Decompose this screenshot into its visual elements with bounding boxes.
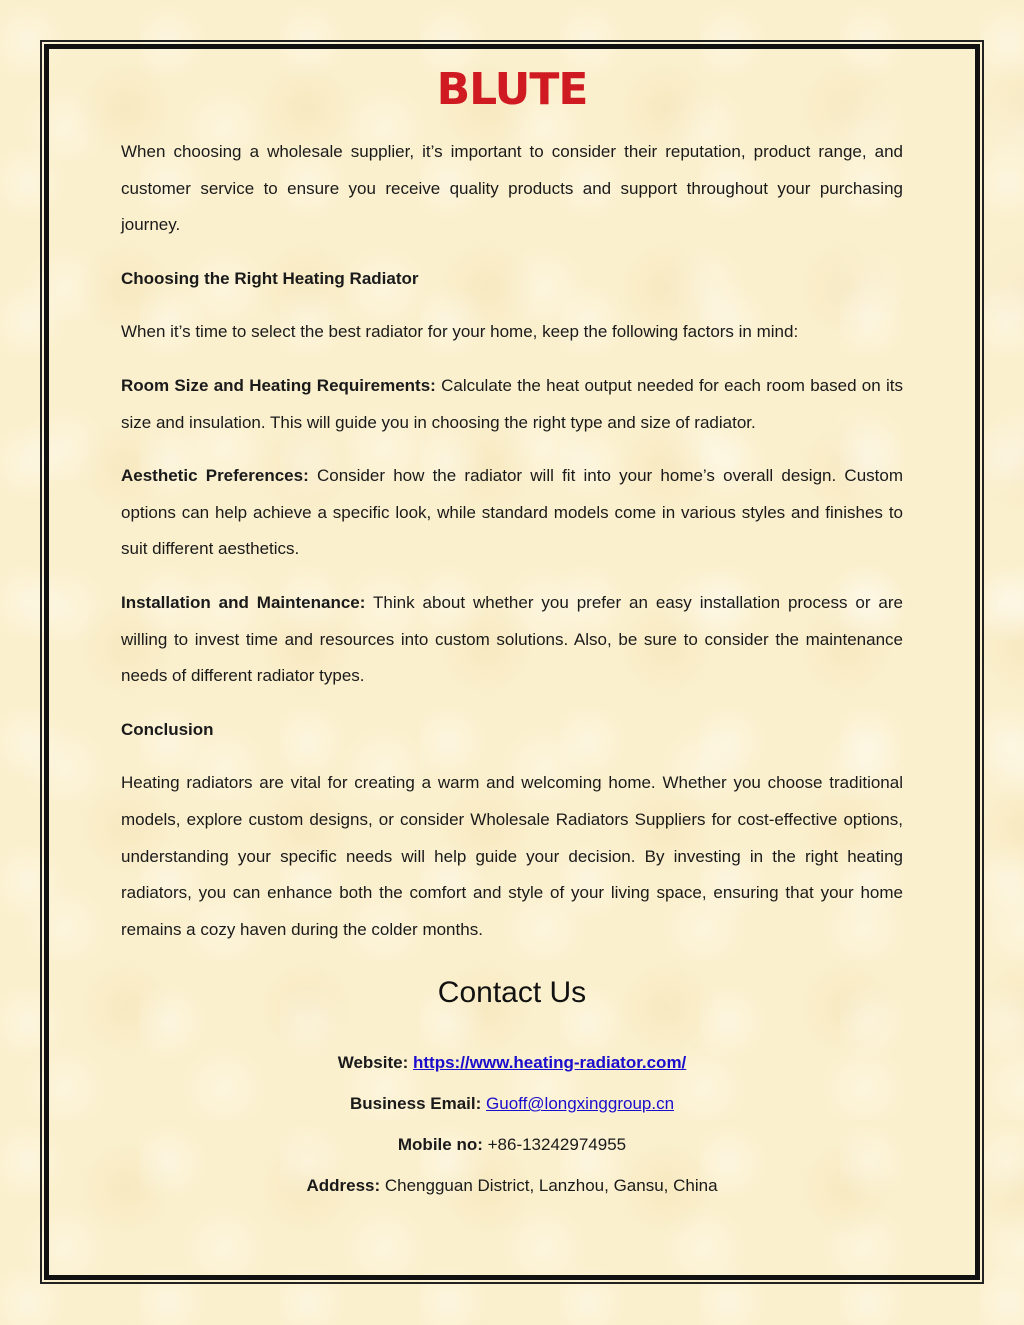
factor-installation (121, 585, 903, 695)
contact-website (0, 1051, 1024, 1075)
factor-label: Room Size and Heating Requirements: (121, 375, 436, 395)
website-label: Website: (337, 1053, 409, 1072)
address-text: Chengguan District, Lanzhou, Gansu, China (384, 1176, 718, 1195)
contact-mobile (0, 1133, 1024, 1157)
factor-text: Calculate the heat output needed for each room based on its size and insulation. This will guide you in choosing the right type and size of radiator. (121, 375, 903, 432)
brand-logo: BLUTE (436, 64, 588, 115)
lead-paragraph: When it’s time to select the best radiator for your home, keep the following factors in mind: (121, 322, 799, 342)
mobile-label: Mobile no: (397, 1135, 483, 1154)
factor-label: Installation and Maintenance: (121, 592, 366, 612)
contact-heading: Contact Us (437, 976, 587, 1009)
mobile-number: +86-13242974955 (487, 1135, 627, 1154)
email-label: Business Email: (349, 1094, 482, 1113)
article-body (121, 134, 903, 948)
factor-room-size (121, 368, 903, 441)
website-link[interactable]: https://www.heating-radiator.com/ (413, 1053, 687, 1072)
section-heading-conclusion: Conclusion (121, 719, 214, 739)
conclusion-paragraph: Heating radiators are vital for creating a warm and welcoming home. Whether you choose traditional models, explore custom designs, or consider Wholesale Radiators Suppliers for cost-effective options, understanding your specific needs will help guide your decision. By investing in the right heating radiators, you can enhance both the comfort and style of your living space, ensuring that your home remains a cozy haven during the colder months. (121, 773, 903, 939)
factor-text: Think about whether you prefer an easy installation process or are willing to invest time and resources into custom solutions. Also, be sure to consider the maintenance needs of different radiator types. (121, 592, 903, 686)
intro-paragraph: When choosing a wholesale supplier, it’s important to consider their reputation, product range, and customer service to ensure you receive quality products and support throughout your purchasing journey. (121, 142, 903, 235)
email-link[interactable]: Guoff@longxinggroup.cn (486, 1094, 675, 1113)
contact-address (0, 1174, 1024, 1198)
contact-email (0, 1092, 1024, 1116)
address-label: Address: (306, 1176, 381, 1195)
section-heading-radiator: Choosing the Right Heating Radiator (121, 268, 419, 288)
factor-label: Aesthetic Preferences: (121, 466, 309, 486)
factor-text: Consider how the radiator will fit into your home’s overall design. Custom options can help achieve a specific look, while standard models come in various styles and finishes to suit different aesthetics. (121, 466, 903, 559)
factor-aesthetic (121, 458, 903, 568)
